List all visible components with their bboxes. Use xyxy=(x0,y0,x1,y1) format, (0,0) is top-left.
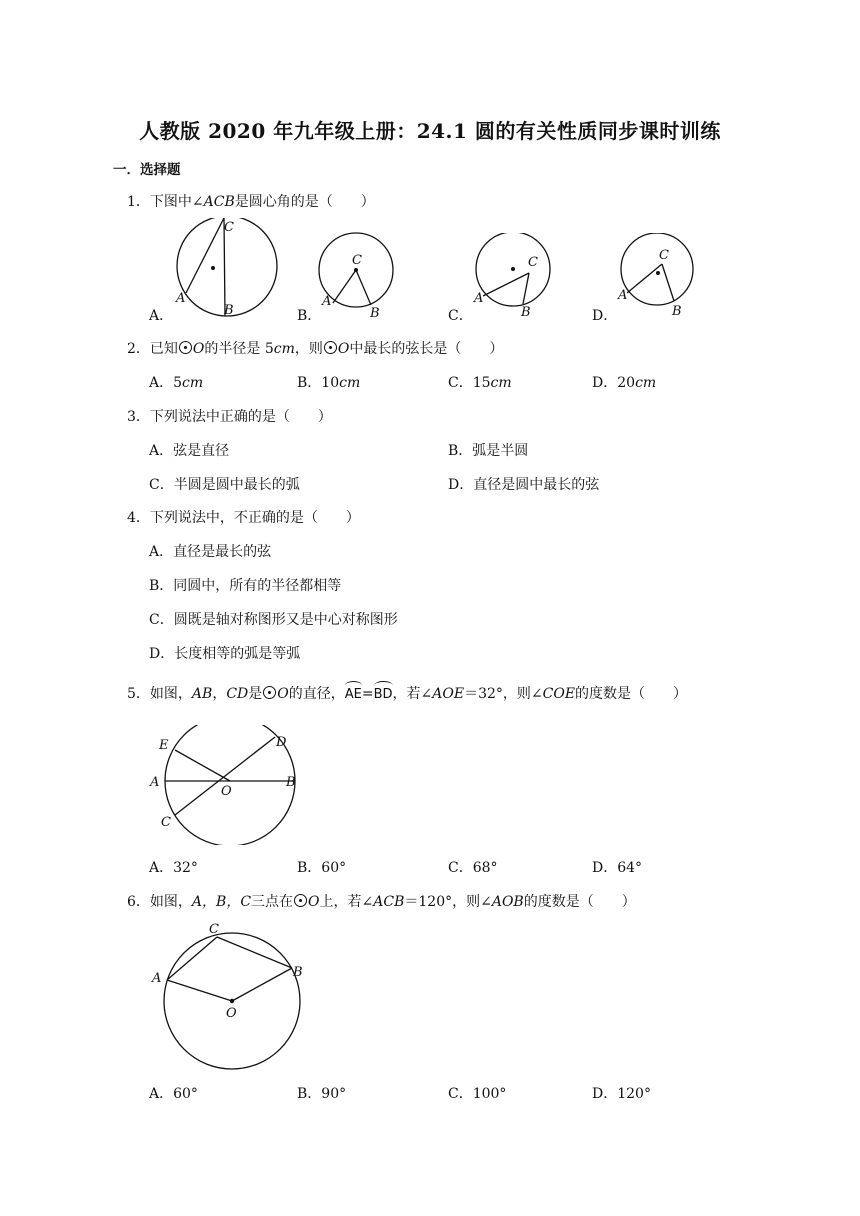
section-heading: 一．选择题 xyxy=(113,162,181,178)
q4-option-d[interactable]: D．长度相等的弧是等弧 xyxy=(149,646,301,662)
arc-bd: BD xyxy=(374,683,393,702)
q1-option-d[interactable]: D． xyxy=(592,308,618,324)
point-label-c: C xyxy=(528,255,538,270)
q5-option-b[interactable]: B．60° xyxy=(297,860,347,876)
point-label-c: C xyxy=(352,253,362,268)
circle-symbol-icon xyxy=(294,894,307,907)
point-label-c: C xyxy=(659,248,669,263)
question-4: 4．下列说法中，不正确的是（ ） xyxy=(127,510,360,526)
q1-option-b[interactable]: B． xyxy=(297,308,322,324)
q5-option-d[interactable]: D．64° xyxy=(592,860,643,876)
question-1 xyxy=(127,191,375,211)
q2-option-c[interactable]: C．15cm xyxy=(448,375,512,391)
question-number: 1． xyxy=(127,194,150,210)
svg-text:E: E xyxy=(159,738,169,753)
q5-option-a[interactable]: A．32° xyxy=(149,860,198,876)
q4-option-c[interactable]: C．圆既是轴对称图形又是中心对称图形 xyxy=(149,612,398,628)
svg-text:A: A xyxy=(150,775,160,790)
svg-text:B: B xyxy=(286,775,296,790)
q6-figure xyxy=(148,920,318,1080)
question-text: 下图中∠ xyxy=(149,194,204,210)
q2-option-a[interactable]: A．5cm xyxy=(149,375,204,391)
q3-option-a[interactable]: A．弦是直径 xyxy=(149,443,230,459)
q4-option-b[interactable]: B．同圆中，所有的半径都相等 xyxy=(149,578,342,594)
question-text: 是圆心角的是（ ） xyxy=(234,194,375,210)
arc-ae: AE xyxy=(345,683,362,702)
q1-figure-b xyxy=(318,230,408,320)
circle-symbol-icon xyxy=(263,686,276,699)
q6-option-d[interactable]: D．120° xyxy=(592,1086,651,1102)
q5-figure xyxy=(145,725,305,845)
point-label-b: B xyxy=(224,303,234,318)
question-2: 2．已知 O的半径是 5cm，则 O中最长的弦长是（ ） xyxy=(127,341,504,357)
q1-figure-a xyxy=(168,218,288,318)
point-label-a: A xyxy=(176,291,186,306)
q2-option-d[interactable]: D．20cm xyxy=(592,375,657,391)
svg-text:C: C xyxy=(161,815,171,830)
q2-option-b[interactable]: B．10cm xyxy=(297,375,361,391)
svg-text:A: A xyxy=(152,971,162,986)
svg-text:B: B xyxy=(293,965,303,980)
q3-option-c[interactable]: C．半圆是圆中最长的弧 xyxy=(149,477,300,493)
q3-option-b[interactable]: B．弧是半圆 xyxy=(448,443,529,459)
svg-text:C: C xyxy=(209,922,219,937)
q1-figure-d xyxy=(615,233,710,323)
point-label-a: A xyxy=(618,288,628,303)
svg-text:O: O xyxy=(221,784,232,799)
point-label-a: A xyxy=(474,291,484,306)
circle-symbol-icon xyxy=(179,341,192,354)
svg-text:D: D xyxy=(276,735,287,750)
page-title: 人教版 2020 年九年级上册：24.1 圆的有关性质同步课时训练 xyxy=(139,119,721,143)
point-label-c: C xyxy=(224,220,234,235)
q6-option-a[interactable]: A．60° xyxy=(149,1086,198,1102)
point-label-b: B xyxy=(672,304,682,319)
q1-figure-c xyxy=(470,233,565,323)
point-label-a: A xyxy=(322,294,332,309)
svg-text:O: O xyxy=(226,1006,237,1021)
q6-option-c[interactable]: C．100° xyxy=(448,1086,507,1102)
circle-symbol-icon xyxy=(324,341,337,354)
point-label-b: B xyxy=(521,305,531,320)
q6-option-b[interactable]: B．90° xyxy=(297,1086,347,1102)
q5-option-c[interactable]: C．68° xyxy=(448,860,498,876)
q1-option-a[interactable]: A． xyxy=(149,308,174,324)
question-6: 6．如图，A，B，C三点在 O上，若∠ACB＝120°，则∠AOB的度数是（ ） xyxy=(127,894,636,910)
point-label-b: B xyxy=(370,306,380,320)
angle-name: ACB xyxy=(203,194,235,210)
question-5: 5．如图，AB，CD是 O的直径，AE=BD，若∠AOE＝32°，则∠COE的度数是（ ） xyxy=(127,683,687,703)
q3-option-d[interactable]: D．直径是圆中最长的弦 xyxy=(448,477,600,493)
q4-option-a[interactable]: A．直径是最长的弦 xyxy=(149,544,272,560)
q1-option-c[interactable]: C． xyxy=(448,308,473,324)
question-3: 3．下列说法中正确的是（ ） xyxy=(127,409,332,425)
